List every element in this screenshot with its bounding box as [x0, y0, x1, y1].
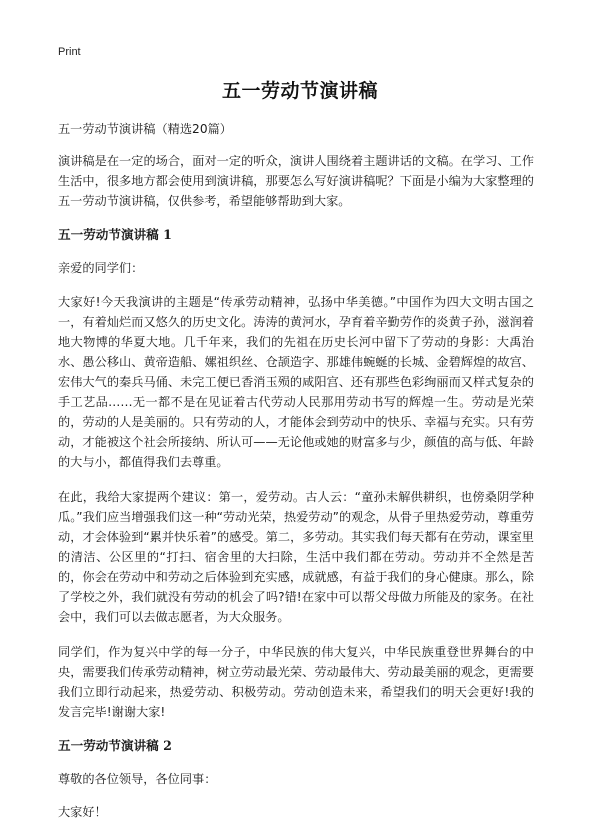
section-heading-2: 五一劳动节演讲稿 2 [58, 738, 172, 753]
document-subtitle: 五一劳动节演讲稿（精选20篇） [58, 122, 232, 136]
section1-paragraph-3: 同学们，作为复兴中学的每一分子，中华民族的伟大复兴，中华民族重登世界舞台的中央，需要我们传承劳动精神，树立劳动最光荣、劳动最伟大、劳动最美丽的观念，更需要我们立即行动起来，热爱劳动、积极劳动。劳动创造未来，希望我们的明天会更好!我的发言完毕!谢谢大家! [58, 645, 534, 719]
section1-paragraph-1: 大家好!今天我演讲的主题是“传承劳动精神，弘扬中华美德。”中国作为四大文明古国之一，有着灿烂而又悠久的历史文化。涛涛的黄河水，孕育着辛勤劳作的炎黄子孙，滋润着地大物博的华夏大地。几千年来，我们的先祖在历史长河中留下了劳动的身影：大禹治水、愚公移山、黄帝造船、嫘祖织丝、仓颉造字、那雄伟蜿蜒的长城、金碧辉煌的故宫、宏伟大气的秦兵马俑、未完工便已香消玉殒的咸阳宫、还有那些色彩绚丽而又样式复杂的手工艺品……无一都不是在见证着古代劳动人民那用劳动书写的辉煌一生。劳动是光荣的，劳动的人是美丽的。只有劳动的人，才能体会到劳动中的快乐、幸福与充实。只有劳动，才能被这个社会所接纳、所认可——无论他或她的财富多与少，颜值的高与低、年龄的大与小，都值得我们去尊重。 [58, 295, 534, 469]
section1-greeting: 亲爱的同学们： [58, 261, 144, 275]
page-title: 五一劳动节演讲稿 [221, 80, 378, 102]
section2-opening: 大家好！ [58, 805, 107, 819]
intro-paragraph: 演讲稿是在一定的场合，面对一定的听众，演讲人围绕着主题讲话的文稿。在学习、工作生活中，很多地方都会使用到演讲稿，那要怎么写好演讲稿呢？下面是小编为大家整理的五一劳动节演讲稿，仅供参考，希望能够帮助到大家。 [58, 154, 534, 208]
section1-paragraph-2: 在此，我给大家提两个建议：第一，爱劳动。古人云：“童孙未解供耕织，也傍桑阴学种瓜。”我们应当增强我们这一种“劳动光荣，热爱劳动”的观念，从骨子里热爱劳动，尊重劳动，才会体验到“累并快乐着”的感受。第二，多劳动。其实我们每天都有在劳动，课室里的清洁、公区里的“打扫、宿舍里的大扫除，生活中我们都在劳动。劳动并不全然是苦的，你会在劳动中和劳动之后体验到充实感，成就感，有益于我们的身心健康。那么，除了学校之外，我们就没有劳动的机会了吗?错!在家中可以帮父母做力所能及的家务。在社会中，我们可以去做志愿者，为大众服务。 [58, 490, 534, 624]
section2-greeting: 尊敬的各位领导，各位同事： [58, 772, 217, 786]
document-body [58, 119, 534, 822]
print-link[interactable]: Print [58, 46, 81, 58]
section-heading-1: 五一劳动节演讲稿 1 [58, 227, 172, 242]
